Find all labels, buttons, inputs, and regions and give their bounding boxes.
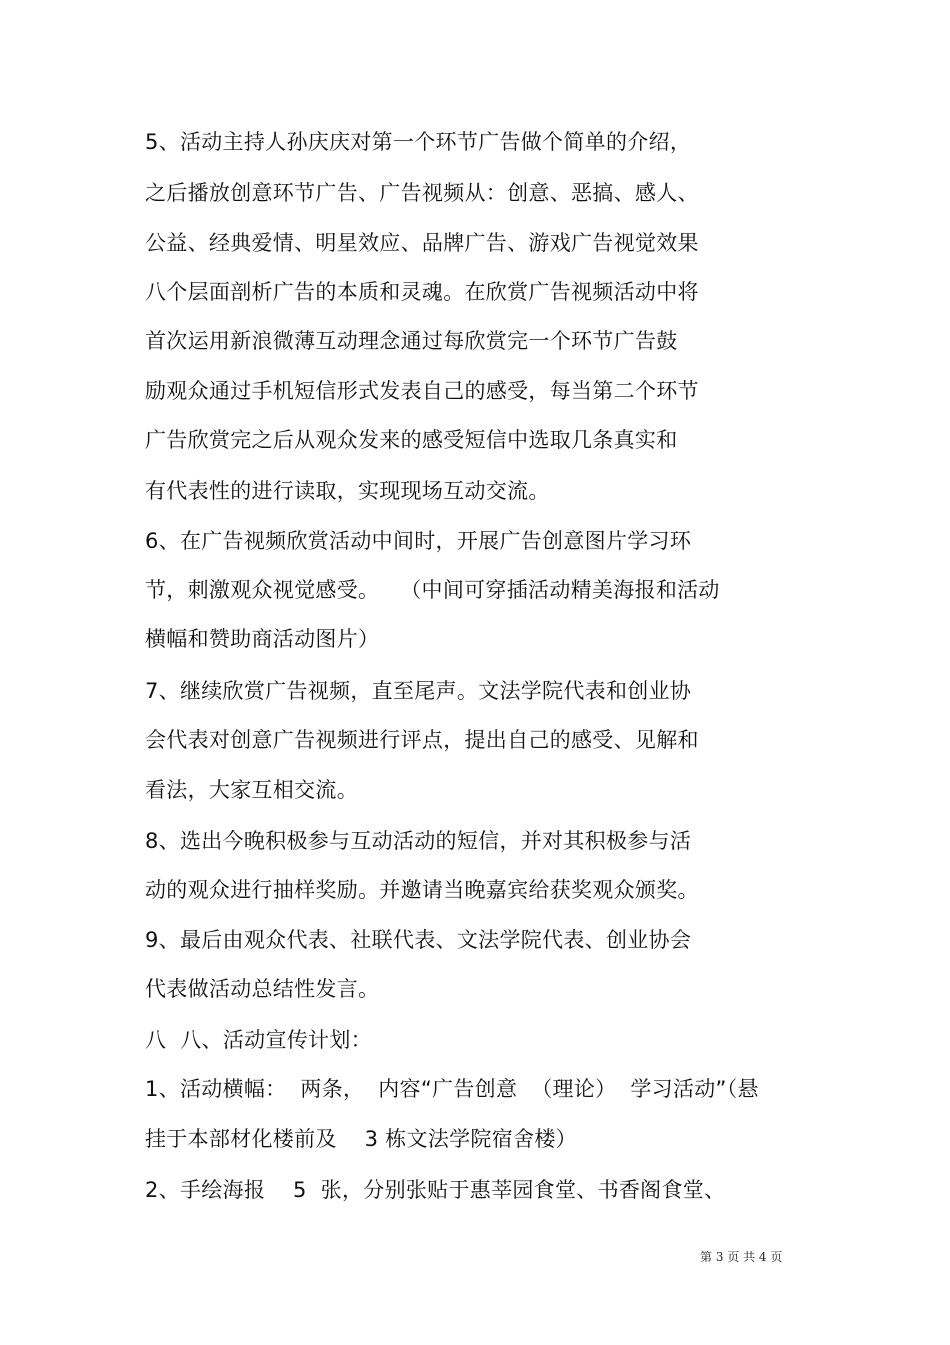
text-line: 励观众通过手机短信形式发表自己的感受，每当第二个环节 — [145, 379, 699, 403]
text-line: 9、最后由观众代表、社联代表、文法学院代表、创业协会 — [145, 928, 692, 952]
text-line: 横幅和赞助商活动图片） — [145, 627, 380, 651]
text-line: 八个层面剖析广告的本质和灵魂。在欣赏广告视频活动中将 — [145, 280, 699, 304]
text-line: 6、在广告视频欣赏活动中间时，开展广告创意图片学习环 — [145, 529, 692, 553]
text-line: 广告欣赏完之后从观众发来的感受短信中选取几条真实和 — [145, 428, 678, 452]
text-line: 动的观众进行抽样奖励。并邀请当晚嘉宾给获奖观众颁奖。 — [145, 878, 699, 902]
text-line: 公益、经典爱情、明星效应、品牌广告、游戏广告视觉效果 — [145, 231, 699, 255]
text-line: 有代表性的进行读取，实现现场互动交流。 — [145, 479, 550, 503]
text-line: 5、活动主持人孙庆庆对第一个环节广告做个简单的介绍， — [145, 130, 692, 154]
text-line: 1、活动横幅： 两条， 内容“广告创意 （理论） 学习活动”（悬 — [145, 1077, 759, 1101]
page-number: 第 3 页 共 4 页 — [700, 1250, 783, 1264]
text-line: 看法，大家互相交流。 — [145, 778, 358, 802]
text-line: 节，刺激观众视觉感受。 （中间可穿插活动精美海报和活动 — [145, 578, 720, 602]
text-line: 首次运用新浪微薄互动理念通过每欣赏完一个环节广告鼓 — [145, 329, 678, 353]
text-line: 之后播放创意环节广告、广告视频从：创意、恶搞、感人、 — [145, 181, 699, 205]
text-line: 代表做活动总结性发言。 — [145, 977, 380, 1001]
text-line: 会代表对创意广告视频进行评点，提出自己的感受、见解和 — [145, 728, 699, 752]
text-line: 8、选出今晚积极参与互动活动的短信，并对其积极参与活 — [145, 829, 692, 853]
text-line: 7、继续欣赏广告视频，直至尾声。文法学院代表和创业协 — [145, 679, 692, 703]
section-heading: 八 八、活动宣传计划： — [145, 1028, 372, 1052]
text-line: 挂于本部材化楼前及 3 栋文法学院宿舍楼） — [145, 1127, 577, 1151]
text-line: 2、手绘海报 5 张，分别张贴于惠莘园食堂、书香阁食堂、 — [145, 1178, 726, 1202]
